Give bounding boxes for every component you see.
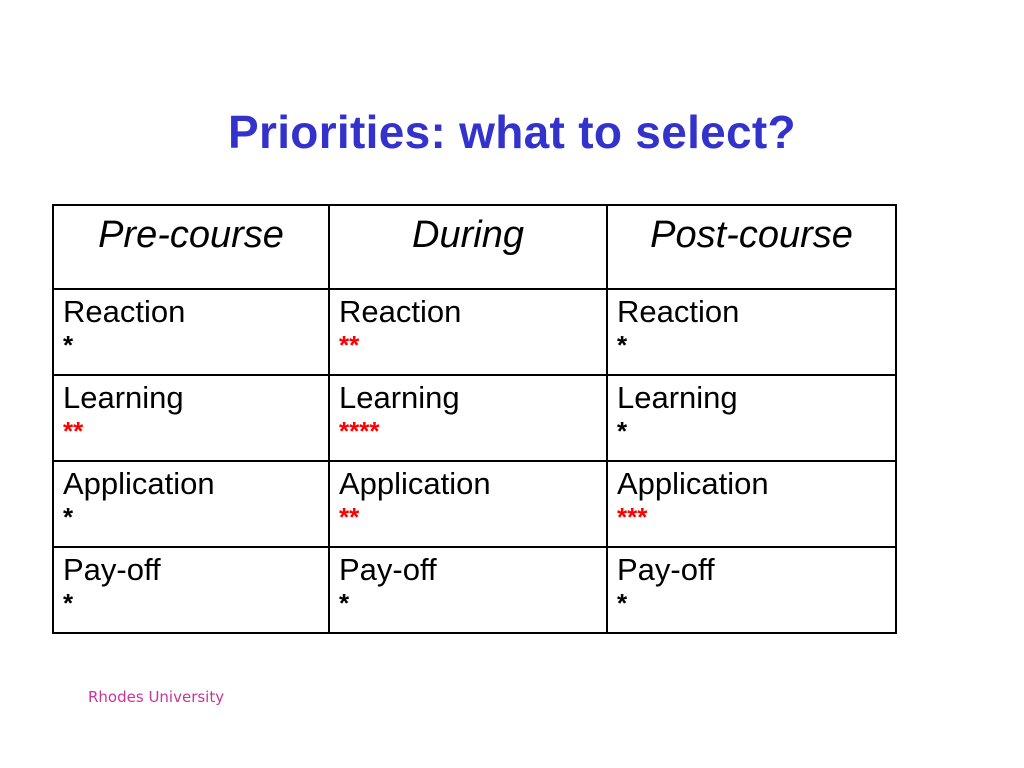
table-cell	[53, 289, 329, 375]
slide-title: Priorities: what to select?	[228, 106, 796, 158]
table-cell	[607, 375, 896, 461]
priority-stars: ****	[339, 416, 380, 446]
priority-stars: *	[63, 588, 74, 618]
table-cell	[329, 375, 607, 461]
cell-label: Application	[63, 466, 215, 501]
cell-label: Reaction	[63, 294, 186, 329]
priority-stars: **	[339, 330, 360, 360]
table-cell	[607, 289, 896, 375]
cell-label: Learning	[339, 380, 460, 415]
table-cell	[53, 375, 329, 461]
cell-label: Reaction	[339, 294, 462, 329]
table-cell	[329, 461, 607, 547]
table-cell	[607, 461, 896, 547]
table-cell	[53, 461, 329, 547]
table-cell	[607, 547, 896, 633]
header-post-course: Post-course	[607, 205, 896, 289]
priority-stars: **	[339, 502, 360, 532]
cell-label: Pay-off	[339, 552, 437, 587]
header-pre-course: Pre-course	[53, 205, 329, 289]
priority-stars: *	[63, 330, 74, 360]
table-row-pay-off	[53, 547, 896, 633]
priority-stars: *	[617, 330, 628, 360]
cell-label: Reaction	[617, 294, 740, 329]
priority-stars: *	[617, 588, 628, 618]
footer-institution: Rhodes University	[88, 688, 225, 706]
priority-stars: *	[63, 502, 74, 532]
priority-stars: *	[339, 588, 350, 618]
cell-label: Application	[617, 466, 769, 501]
priority-stars: **	[63, 416, 84, 446]
table-header-row	[53, 205, 896, 289]
cell-label: Application	[339, 466, 491, 501]
table-row-learning	[53, 375, 896, 461]
table-cell	[53, 547, 329, 633]
cell-label: Pay-off	[617, 552, 715, 587]
cell-label: Learning	[617, 380, 738, 415]
priority-stars: ***	[617, 502, 648, 532]
header-during: During	[329, 205, 607, 289]
table-cell	[329, 289, 607, 375]
table-cell	[329, 547, 607, 633]
cell-label: Learning	[63, 380, 184, 415]
priorities-table	[52, 204, 897, 634]
table-row-reaction	[53, 289, 896, 375]
cell-label: Pay-off	[63, 552, 161, 587]
priority-stars: *	[617, 416, 628, 446]
table-row-application	[53, 461, 896, 547]
